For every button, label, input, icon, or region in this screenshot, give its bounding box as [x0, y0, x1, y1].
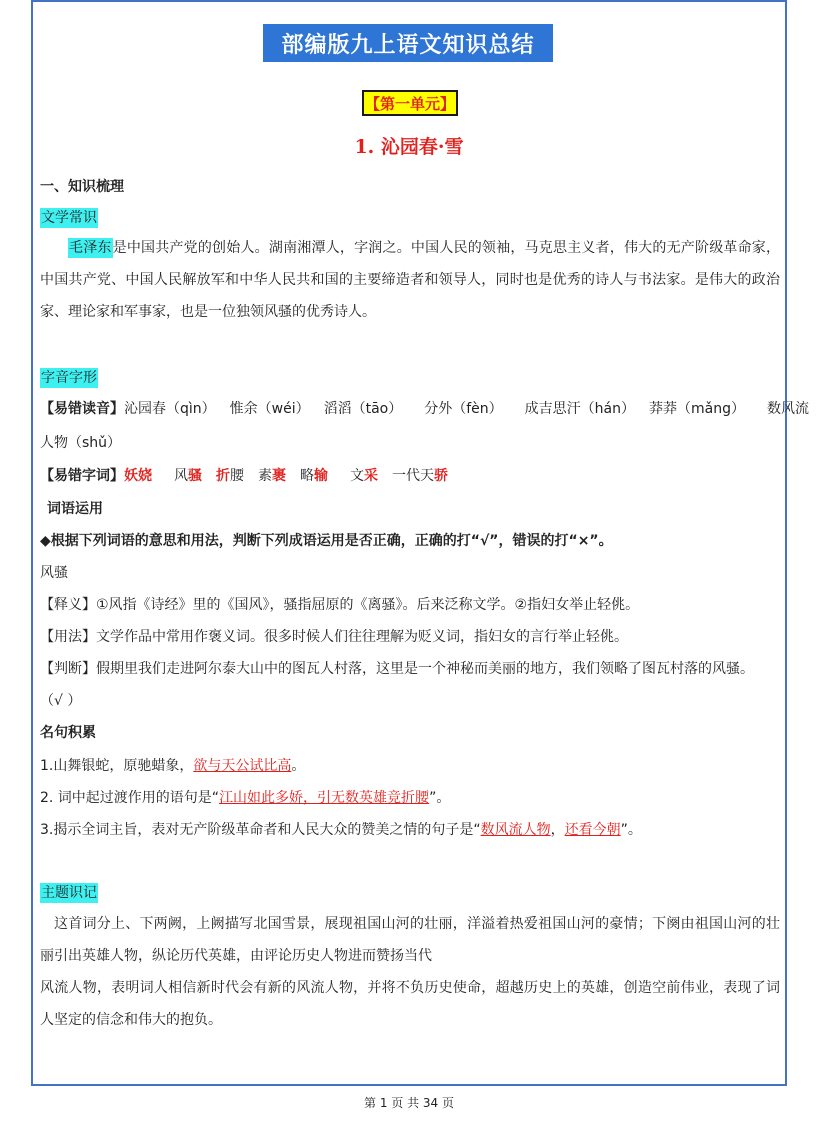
theme-paragraph-1: 这首词分上、下两阙，上阙描写北国雪景，展现祖国山河的壮丽，洋溢着热爱祖国山河的豪情；下阕由祖国山河的壮丽引出英雄人物，纵论历代英雄，由评论历史人物进而赞扬当代 [40, 916, 780, 964]
lesson-title: 1. 沁园春·雪 [354, 136, 464, 158]
usage-instruction: ◆根据下列词语的意思和用法，判断下列成语运用是否正确，正确的打“√”，错误的打“×”。 [40, 533, 613, 549]
quote-2: 2. 词中起过渡作用的语句是“江山如此多娇，引无数英雄竞折腰”。 [40, 790, 451, 806]
usage-answer: （√ ） [40, 693, 82, 709]
pron-item: 数风流 [766, 401, 809, 417]
document-title: 部编版九上语文知识总结 [263, 24, 553, 62]
pronunciation-tail: 人物（shǔ） [40, 435, 122, 451]
lit-knowledge-paragraph: 毛泽东是中国共产党的创始人。湖南湘潭人，字润之。中国人民的领袖，马克思主义者，伟大的无产阶级革命家，中国共产党、中国人民解放军和中华人民共和国的主要缔造者和领导人，同时也是优秀的诗人与书法家。是伟大的政治家、理论家和军事家，也是一位独领风骚的优秀诗人。 [40, 240, 781, 320]
usage-meaning: 【释义】①风指《诗经》里的《国风》，骚指屈原的《离骚》。后来泛称文学。②指妇女举止轻佻。 [40, 597, 640, 613]
page-footer: 第 1 页 共 34 页 [364, 1096, 454, 1110]
usage-word: 风骚 [40, 565, 68, 581]
usage-judge: 【判断】假期里我们走进阿尔泰大山中的图瓦人村落，这里是一个神秘而美丽的地方，我们领略了图瓦村落的风骚。 [40, 661, 754, 677]
quotes-heading: 名句积累 [40, 725, 96, 741]
quote-1: 1.山舞银蛇，原驰蜡象，欲与天公试比高。 [40, 758, 306, 774]
lit-knowledge-tag: 文学常识 [41, 210, 97, 226]
section-heading: 一、知识梳理 [40, 179, 124, 195]
error-chars-row: 【易错字词】妖娆 风骚 折腰 素裹 略输 文采 一代天骄 [40, 468, 448, 484]
pron-item: 沁园春（qìn） [124, 401, 216, 417]
theme-tag: 主题识记 [41, 885, 97, 901]
pronunciation-tag: 字音字形 [41, 370, 97, 386]
author-name: 毛泽东 [69, 240, 112, 256]
pron-item: 分外（fèn） [424, 401, 503, 417]
usage-use: 【用法】文学作品中常用作褒义词。很多时候人们往往理解为贬义词，指妇女的言行举止轻佻。 [40, 629, 628, 645]
pron-item: 滔滔（tāo） [323, 401, 403, 417]
quote-3: 3.揭示全词主旨，表对无产阶级革命者和人民大众的赞美之情的句子是“数风流人物，还看今朝”。 [40, 822, 642, 838]
usage-heading: 词语运用 [47, 501, 103, 517]
pron-item: 惟余（wéi） [229, 401, 310, 417]
unit-label: 【第一单元】 [362, 90, 458, 116]
theme-paragraph-2: 风流人物，表明词人相信新时代会有新的风流人物，并将不负历史使命，超越历史上的英雄，创造空前伟业，表现了词人坚定的信念和伟大的抱负。 [40, 980, 780, 1028]
pron-item: 成吉思汗（hán） [524, 401, 635, 417]
pron-item: 莽莽（mǎng） [649, 401, 745, 417]
pronunciation-row: 【易错读音】沁园春（qìn） 惟余（wéi） 滔滔（tāo） 分外（fèn） 成吉思汗（hán） 莽莽（mǎng） 数风流 [40, 401, 809, 417]
